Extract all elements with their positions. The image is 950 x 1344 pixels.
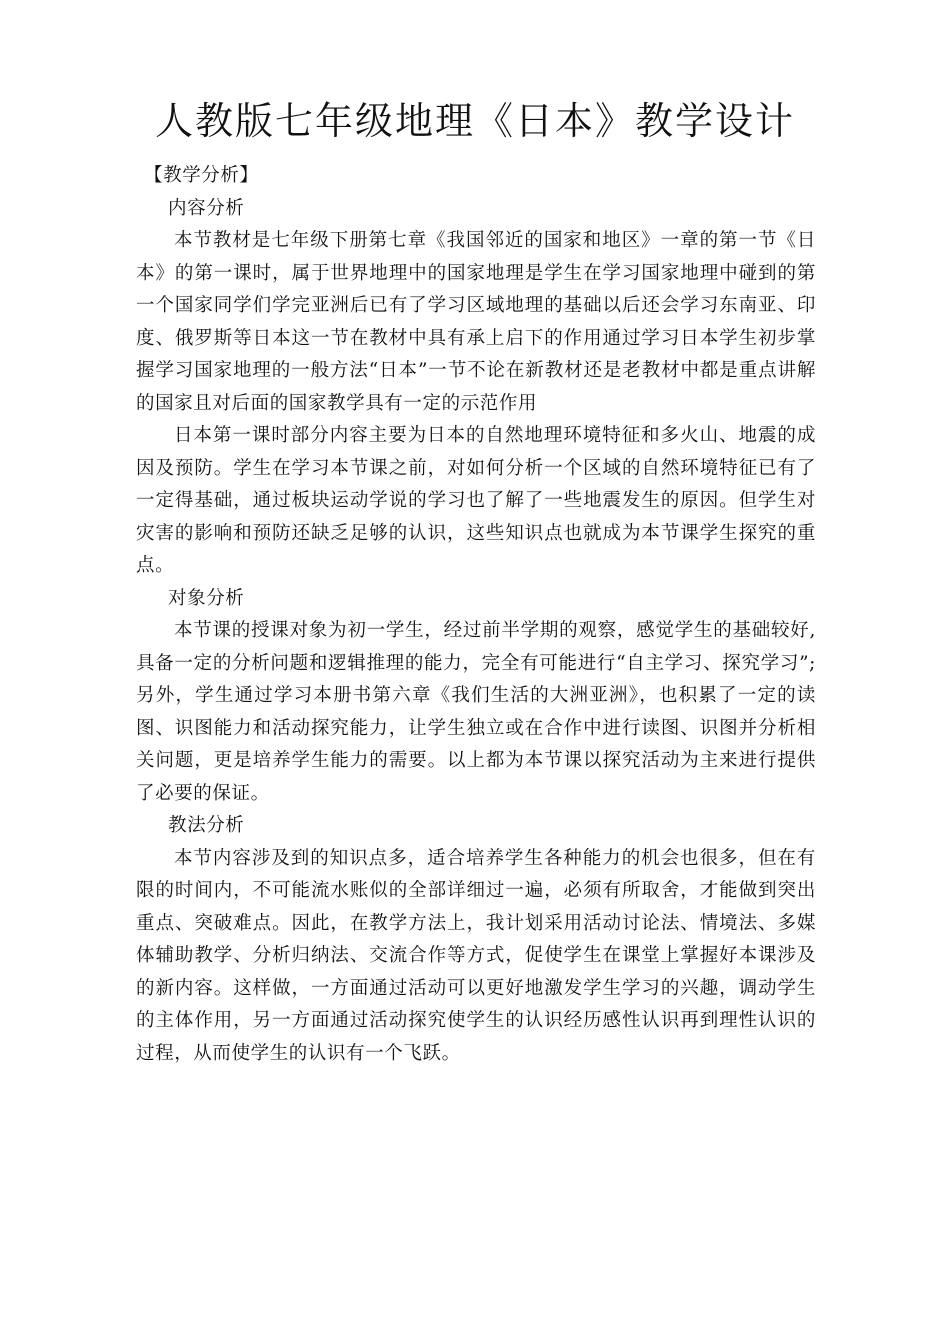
subheading-object-analysis: 对象分析 [168, 587, 245, 609]
document-body [136, 160, 816, 1070]
paragraph-method-analysis-1: 本节内容涉及到的知识点多，适合培养学生各种能力的机会也很多，但在有限的时间内，不可能流水账似的全部详细过一遍，必须有所取舍，才能做到突出重点、突破难点。因此，在教学方法上，我计划采用活动讨论法、情境法、多媒体辅助教学、分析归纳法、交流合作等方式，促使学生在课堂上掌握好本课涉及的新内容。这样做，一方面通过活动可以更好地激发学生学习的兴趣，调动学生的主体作用，另一方面通过活动探究使学生的认识经历感性认识再到理性认识的过程，从而使学生的认识有一个飞跃。 [136, 847, 816, 1064]
paragraph-content-analysis-2: 日本第一课时部分内容主要为日本的自然地理环境特征和多火山、地震的成因及预防。学生在学习本节课之前，对如何分析一个区域的自然环境特征已有了一定得基础，通过板块运动学说的学习也了解了一些地震发生的原因。但学生对灾害的影响和预防还缺乏足够的认识，这些知识点也就成为本节课学生探究的重点。 [136, 425, 816, 576]
paragraph-content-analysis-1: 本节教材是七年级下册第七章《我国邻近的国家和地区》一章的第一节《日本》的第一课时，属于世界地理中的国家地理是学生在学习国家地理中碰到的第一个国家同学们学完亚洲后已有了学习区域地理的基础以后还会学习东南亚、印度、俄罗斯等日本这一节在教材中具有承上启下的作用通过学习日本学生初步掌握学习国家地理的一般方法“日本”一节不论在新教材还是老教材中都是重点讲解的国家且对后面的国家教学具有一定的示范作用 [136, 230, 816, 414]
paragraph-object-analysis-1: 本节课的授课对象为初一学生，经过前半学期的观察，感觉学生的基础较好,具备一定的分析问题和逻辑推理的能力，完全有可能进行“自主学习、探究学习”;另外，学生通过学习本册书第六章《我们生活的大洲亚洲》，也积累了一定的读图、识图能力和活动探究能力，让学生独立或在合作中进行读图、识图并分析相关问题，更是培养学生能力的需要。以上都为本节课以探究活动为主来进行提供了必要的保证。 [136, 620, 816, 804]
subheading-content-analysis: 内容分析 [168, 197, 245, 219]
subheading-method-analysis: 教法分析 [168, 815, 245, 836]
document-title: 人教版七年级地理《日本》教学设计 [154, 99, 795, 143]
section-heading-teaching-analysis: 【教学分析】 [144, 165, 259, 186]
